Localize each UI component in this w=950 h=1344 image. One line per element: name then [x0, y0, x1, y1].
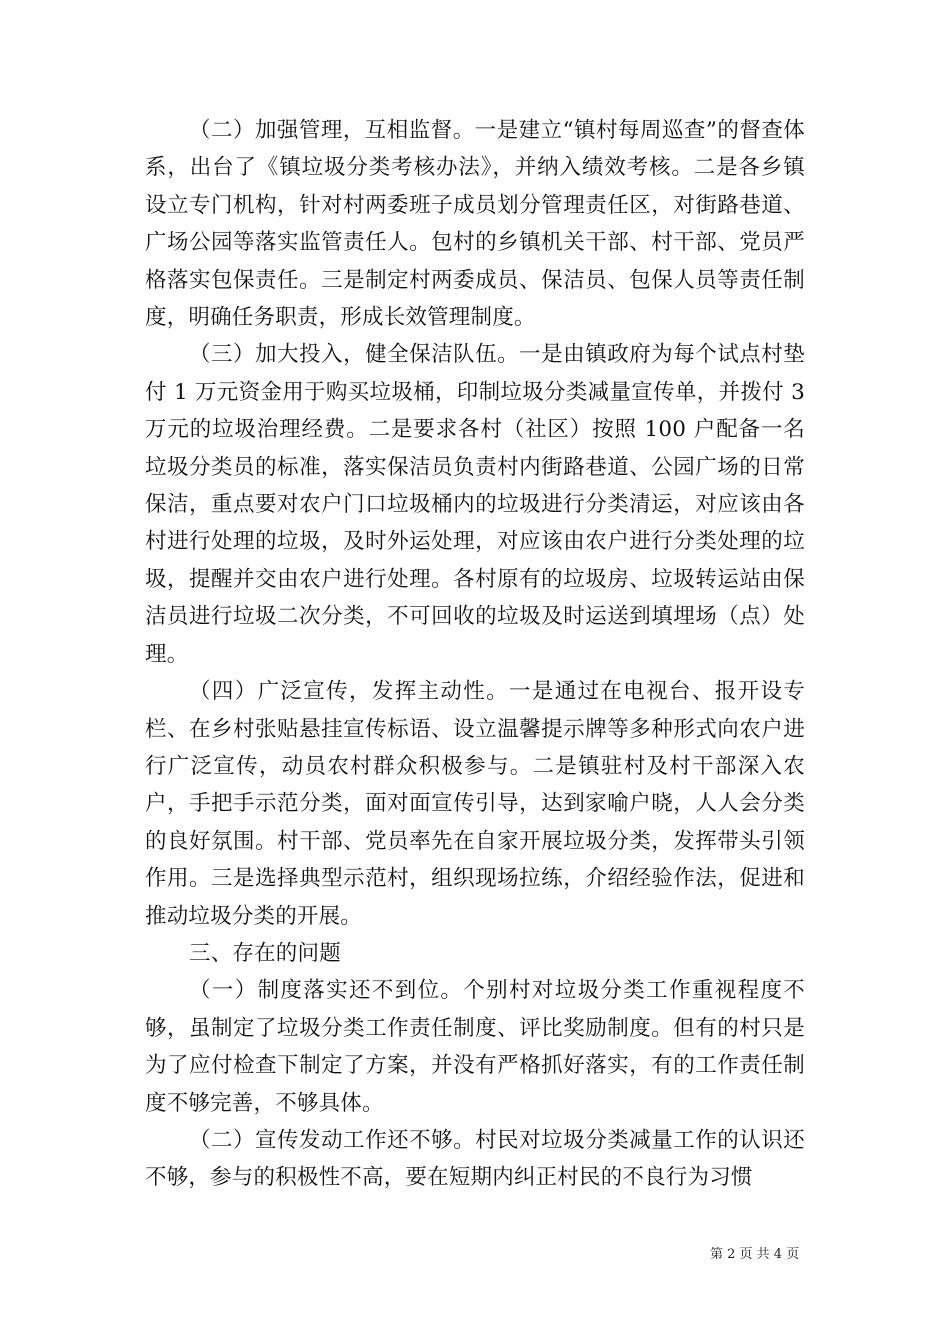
paragraph-publicity-insufficient: （二）宣传发动工作还不够。村民对垃圾分类减量工作的认识还不够，参与的积极性不高，要在短期内纠正村民的不良行为习惯 [145, 1127, 805, 1191]
paragraph-increase-investment: （三）加大投入，健全保洁队伍。一是由镇政府为每个试点村垫付 1 万元资金用于购买垃圾桶，印制垃圾分类减量宣传单，并拨付 3 万元的垃圾治理经费。二是要求各村（社区）按照 100 户配备一名垃圾分类员的标准，落实保洁员负责村内街路巷道、公园广场的日常保洁，重点要对农户门口垃圾桶内的垃圾进行分类清运，对应该由各村进行处理的垃圾，及时外运处理，对应该由农户进行分类处理的垃圾，提醒并交由农户进行处理。各村原有的垃圾房、垃圾转运站由保洁员进行垃圾二次分类，不可回收的垃圾及时运送到填埋场（点）处理。 [145, 342, 805, 667]
document-body [145, 112, 805, 1197]
section-heading-problems: 三、存在的问题 [189, 940, 341, 966]
paragraph-strengthen-management: （二）加强管理，互相监督。一是建立“镇村每周巡查”的督查体系，出台了《镇垃圾分类考核办法》，并纳入绩效考核。二是各乡镇设立专门机构，针对村两委班子成员划分管理责任区，对街路巷道、广场公园等落实监管责任人。包村的乡镇机关干部、村干部、党员严格落实包保责任。三是制定村两委成员、保洁员、包保人员等责任制度，明确任务职责，形成长效管理制度。 [145, 118, 805, 331]
page-number-footer: 第 2 页 共 4 页 [710, 1247, 800, 1262]
paragraph-publicity: （四）广泛宣传，发挥主动性。一是通过在电视台、报开设专栏、在乡村张贴悬挂宣传标语、设立温馨提示牌等多种形式向农户进行广泛宣传，动员农村群众积极参与。二是镇驻村及村干部深入农户，手把手示范分类，面对面宣传引导，达到家喻户晓，人人会分类的良好氛围。村干部、党员率先在自家开展垃圾分类，发挥带头引领作用。三是选择典型示范村，组织现场拉练，介绍经验作法，促进和推动垃圾分类的开展。 [145, 679, 805, 929]
paragraph-system-implementation: （一）制度落实还不到位。个别村对垃圾分类工作重视程度不够，虽制定了垃圾分类工作责任制度、评比奖励制度。但有的村只是为了应付检查下制定了方案，并没有严格抓好落实，有的工作责任制度不够完善，不够具体。 [145, 978, 805, 1116]
